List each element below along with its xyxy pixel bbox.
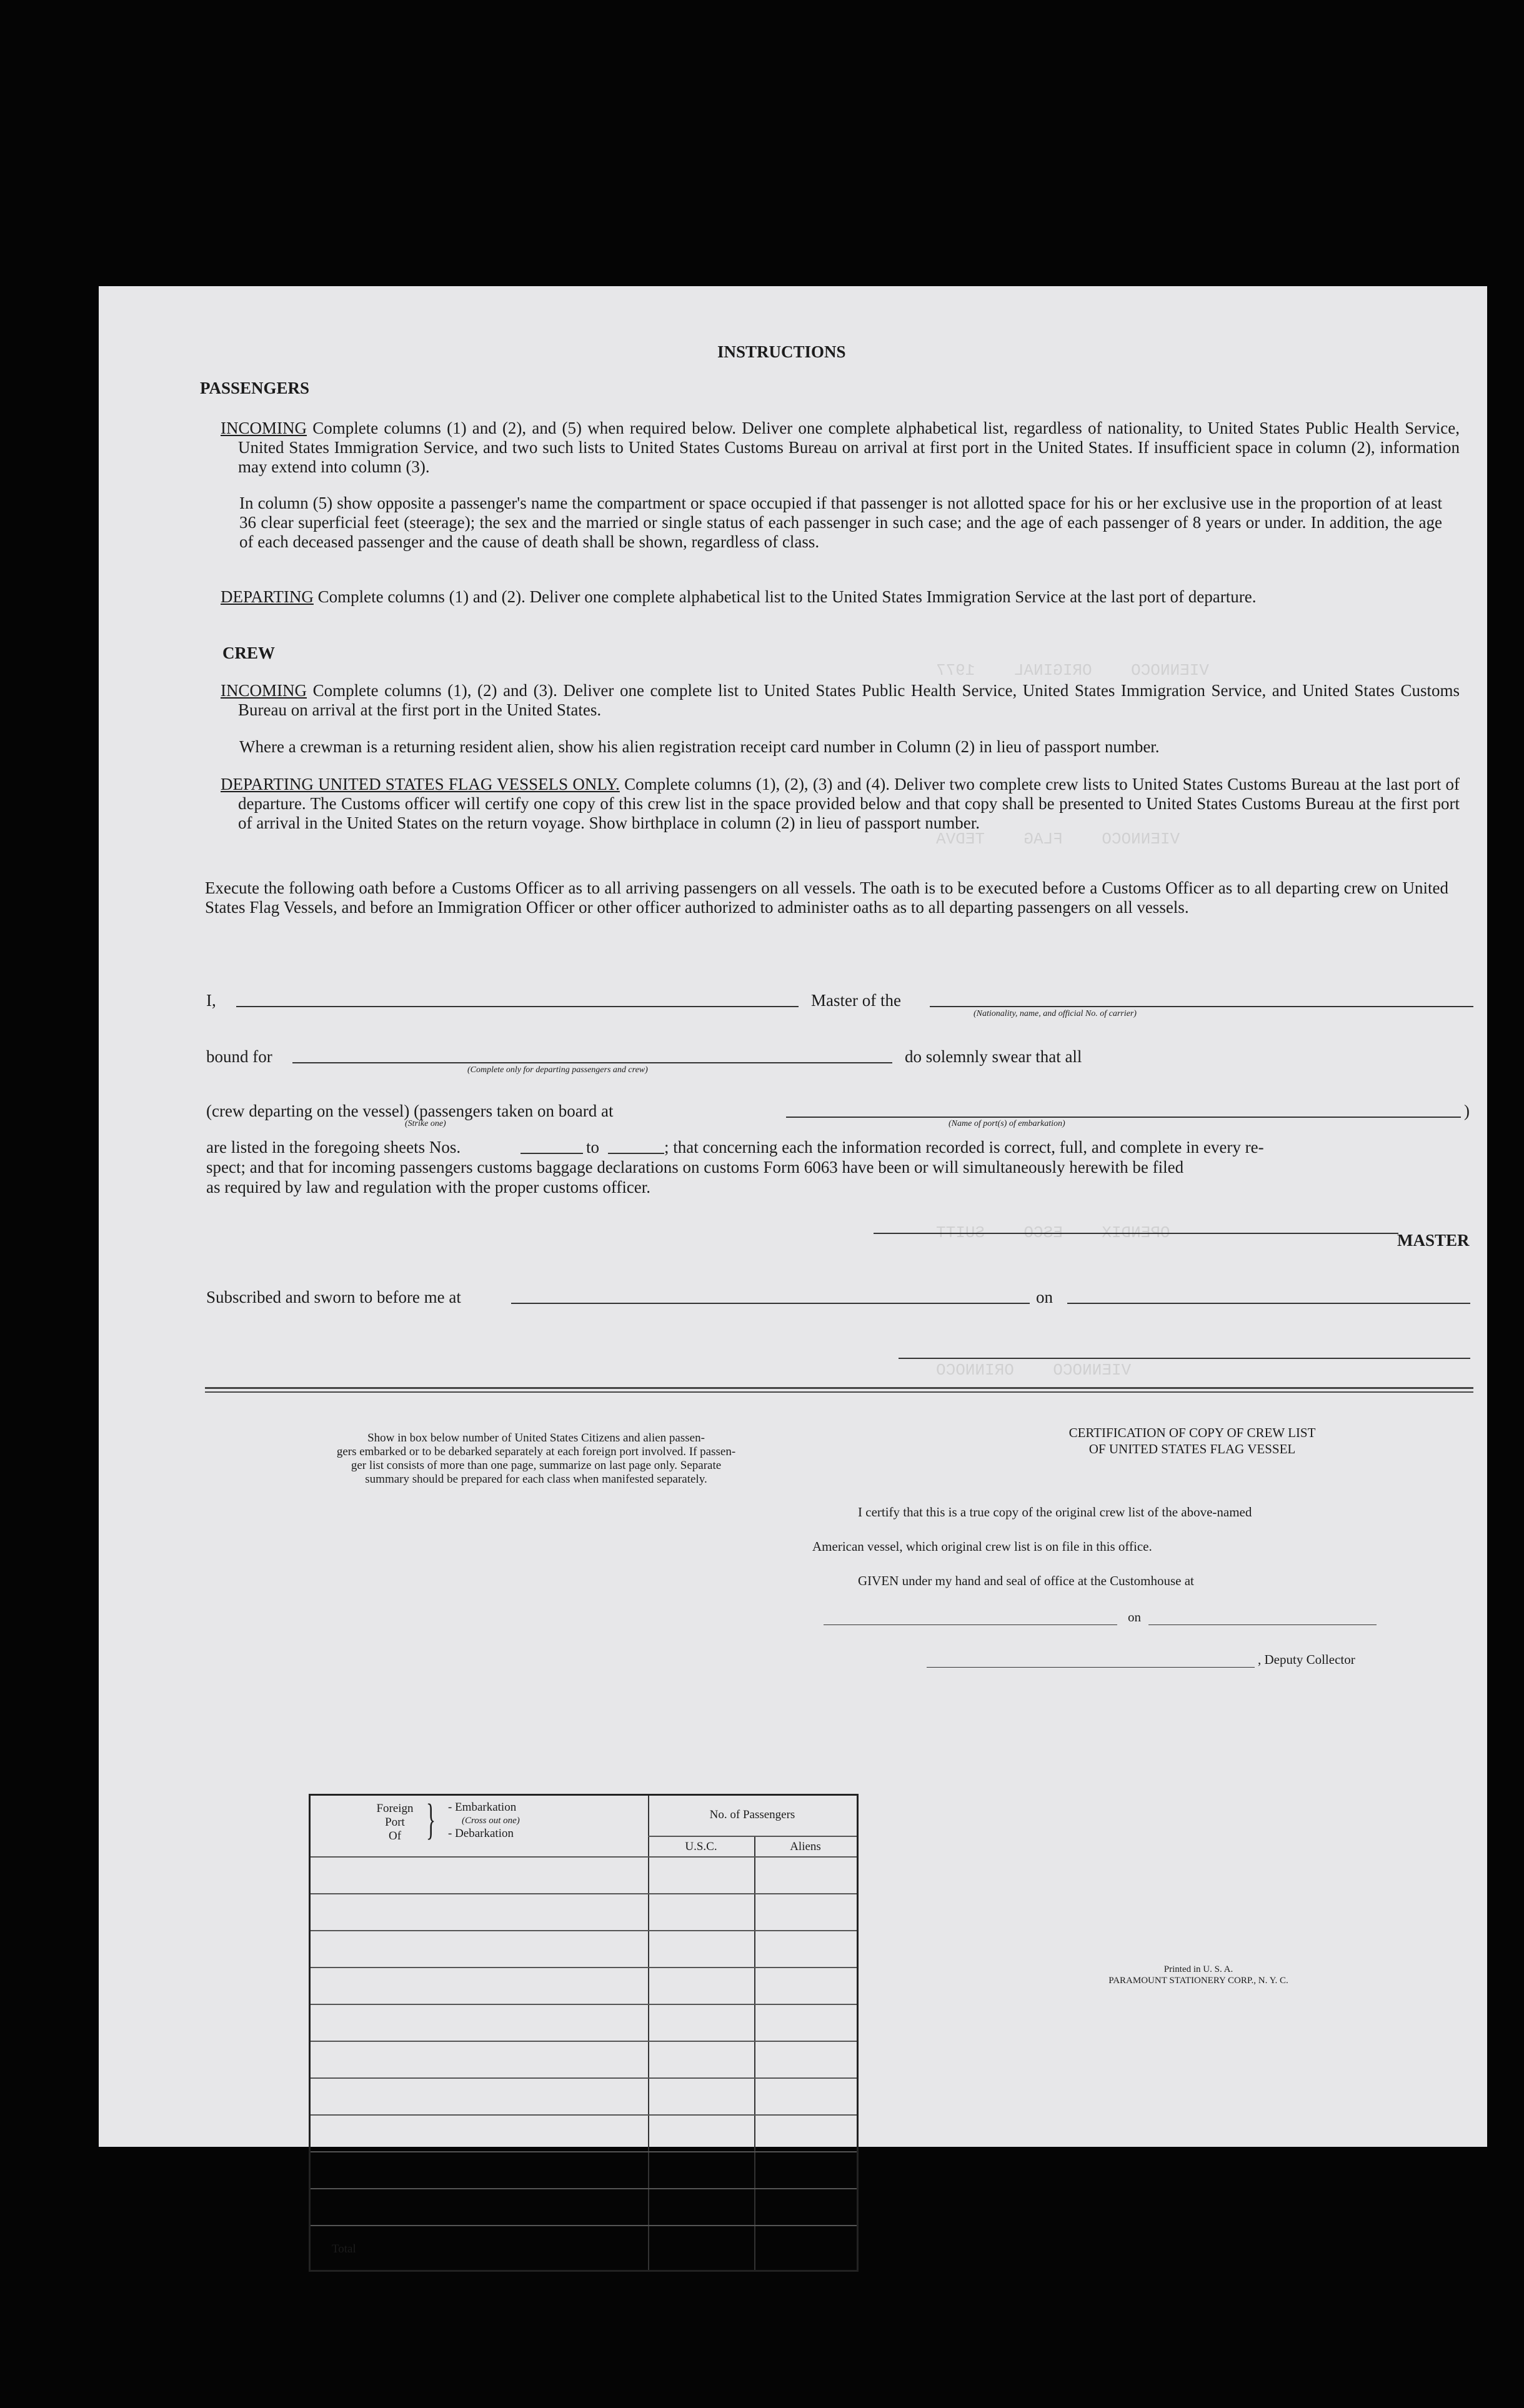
ports-of-embarkation-field[interactable] [786, 1117, 1461, 1118]
oath-intro-text: Execute the following oath before a Customs Officer as to all arriving passengers on all vessels. The oath is to be executed before a Customs Officer as to all departing crew on United States Flag Vessels, and before an Immigration Officer or other officer authorized to administer oaths as to all departing passengers on all vessels. [205, 878, 1448, 917]
table-row-line [311, 1893, 857, 1894]
debarkation-label: - Debarkation [448, 1827, 514, 1840]
form-page [99, 286, 1487, 2256]
summary-note-line: Show in box below number of United States Citizens and alien passen- [367, 1431, 705, 1445]
oath-i-label: I, [206, 991, 216, 1010]
subscribed-date-field[interactable] [1067, 1303, 1470, 1304]
listed-text-4: as required by law and regulation with the proper customs officer. [206, 1178, 651, 1197]
printer-line: Printed in U. S. A. [1163, 1964, 1233, 1974]
passengers-heading: PASSENGERS [200, 379, 310, 397]
table-row-line [311, 2114, 857, 2116]
bleed-through-text: OPENDIX ESCO SUITT [936, 1223, 1170, 1242]
crew-incoming-paragraph [221, 681, 1460, 720]
certification-title [917, 1425, 1467, 1457]
table-divider [648, 1796, 649, 2270]
table-divider [648, 1836, 857, 1837]
bleed-through-text: VIENNOCO FLAG TEDVA [936, 830, 1180, 848]
bound-for-field[interactable] [292, 1062, 892, 1063]
incoming-text: Complete columns (1) and (2), and (5) when required below. Deliver one complete alphabetical list, regardless of nationality, to United States Public Health Service, United States Immigration Service, and two such lists to United States Customs Bureau on arrival at first port in the United States. If insufficient space in column (2), information may extend into column (3). [238, 419, 1460, 476]
embarkation-label: - Embarkation [448, 1801, 517, 1814]
deputy-signature-field[interactable] [927, 1667, 1255, 1668]
listed-to-label: to [586, 1138, 600, 1157]
bleed-through-text: VIENNOCO ORIGINAL 1977 [936, 661, 1209, 680]
close-paren: ) [1464, 1102, 1470, 1120]
bleed-through-text: VIENNOCO ORINNOCO [936, 1361, 1132, 1380]
summary-note [211, 1431, 861, 1486]
certify-line-2: American vessel, which original crew list is on file in this office. [812, 1539, 1152, 1554]
subscribed-on-label: on [1036, 1288, 1053, 1306]
summary-note-line: ger list consists of more than one page, summarize on last page only. Separate [351, 1459, 722, 1472]
foreign-port-header [367, 1802, 423, 1843]
usc-header: U.S.C. [685, 1840, 717, 1853]
table-row-line [311, 1930, 857, 1931]
crewman-paragraph [239, 737, 1442, 757]
departing-us-text: Complete columns (1), (2), (3) and (4). Deliver two complete crew lists to United States Customs Bureau at the last port of departure. The Customs officer will certify one copy of this crew list in the space provided below and that copy shall be presented to United States Customs Bureau at the first port of arrival in the United States on the return voyage. Show birthplace in column (2) in lieu of passport number. [238, 775, 1460, 832]
cross-out-note: (Cross out one) [462, 1816, 520, 1826]
departing-us-label: DEPARTING UNITED STATES FLAG VESSELS ONLY. [221, 775, 620, 794]
listed-text-1: are listed in the foregoing sheets Nos. [206, 1138, 461, 1157]
passenger-summary-table [309, 1794, 859, 2272]
divider [205, 1391, 1473, 1393]
listed-text-3: spect; and that for incoming passengers customs baggage declarations on customs Form 6063 have been or will simultaneously herewith be filed [206, 1158, 1184, 1177]
printer-imprint [1073, 1964, 1323, 1986]
header-text: Port [385, 1816, 405, 1829]
officer-signature-field[interactable] [899, 1358, 1470, 1359]
total-label: Total [332, 2242, 356, 2256]
ports-note: (Name of port(s) of embarkation) [949, 1119, 1065, 1128]
summary-note-line: gers embarked or to be debarked separately at each foreign port involved. If passen- [336, 1445, 736, 1458]
divider [205, 1387, 1473, 1389]
table-divider [754, 1836, 755, 2270]
crew-incoming-text: Complete columns (1), (2) and (3). Deliver one complete list to United States Public Health Service, United States Immigration Service, and United States Customs Bureau on arrival at the first port in the United States. [238, 681, 1460, 719]
certify-on-label: on [1128, 1609, 1141, 1624]
certify-date-field[interactable] [1148, 1624, 1377, 1625]
bound-for-label: bound for [206, 1047, 272, 1066]
oath-intro [205, 878, 1448, 917]
header-text: Of [388, 1829, 402, 1843]
departing-text: Complete columns (1) and (2). Deliver one complete alphabetical list to the United States Immigration Service at the last port of departure. [317, 587, 1257, 606]
table-row-line [311, 2004, 857, 2005]
certify-line-1: I certify that this is a true copy of the original crew list of the above-named [858, 1505, 1252, 1520]
certification-title-line: OF UNITED STATES FLAG VESSEL [1088, 1441, 1296, 1456]
customhouse-field[interactable] [824, 1624, 1117, 1625]
crew-departing-text: (crew departing on the vessel) (passengers taken on board at [206, 1102, 614, 1120]
header-text: Foreign [376, 1802, 414, 1815]
table-row-line [311, 1967, 857, 1968]
table-row-line [311, 2077, 857, 2079]
master-of-the-label: Master of the [811, 991, 901, 1010]
certify-line-3: GIVEN under my hand and seal of office at the Customhouse at [858, 1573, 1194, 1588]
departing-label: DEPARTING [221, 587, 314, 606]
crewman-text: Where a crewman is a returning resident alien, show his alien registration receipt card number in Column (2) in lieu of passport number. [239, 737, 1160, 756]
crew-incoming-label: INCOMING [221, 681, 307, 700]
master-signature-field[interactable] [874, 1233, 1398, 1234]
table-row-line [311, 1856, 857, 1858]
sheet-to-field[interactable] [608, 1153, 664, 1154]
do-solemnly-text: do solemnly swear that all [905, 1047, 1082, 1066]
sheet-from-field[interactable] [520, 1153, 583, 1154]
subscribed-label: Subscribed and sworn to before me at [206, 1288, 461, 1306]
listed-text-2: ; that concerning each the information recorded is correct, full, and complete in every re- [664, 1138, 1264, 1157]
table-row-line [311, 2151, 857, 2152]
no-of-passengers-header: No. of Passengers [709, 1808, 795, 1821]
vessel-field[interactable] [930, 1006, 1473, 1007]
departing-passengers-paragraph [221, 587, 1460, 607]
incoming-label: INCOMING [221, 419, 307, 437]
deputy-collector-label: , Deputy Collector [1258, 1652, 1355, 1667]
column5-paragraph [239, 494, 1442, 552]
master-label: MASTER [1397, 1231, 1470, 1250]
incoming-passengers-paragraph [221, 419, 1460, 477]
table-row-line [311, 2041, 857, 2042]
complete-only-note: (Complete only for departing passengers and crew) [467, 1065, 648, 1075]
crew-heading: CREW [222, 644, 276, 662]
instructions-title: INSTRUCTIONS [717, 342, 846, 361]
master-name-field[interactable] [236, 1006, 799, 1007]
subscribed-at-field[interactable] [511, 1303, 1030, 1304]
column5-text: In column (5) show opposite a passenger's name the compartment or space occupied if that passenger is not allotted space for his or her exclusive use in the proportion of at least 36 clear superficial feet (steerage); the sex and the married or single status of each passenger in such case; and the age of each passenger of 8 years or under. In addition, the age of each deceased passenger and the cause of death shall be shown, regardless of class. [239, 494, 1442, 551]
aliens-header: Aliens [790, 1840, 821, 1853]
brace-icon: } [426, 1796, 436, 1844]
table-row-line [311, 2188, 857, 2189]
nationality-note: (Nationality, name, and official No. of carrier) [974, 1009, 1137, 1018]
strike-one-note: (Strike one) [405, 1119, 446, 1128]
table-row-line [311, 2225, 857, 2226]
departing-us-paragraph [221, 775, 1460, 833]
printer-line: PARAMOUNT STATIONERY CORP., N. Y. C. [1108, 1976, 1288, 1986]
certification-title-line: CERTIFICATION OF COPY OF CREW LIST [1068, 1425, 1316, 1440]
summary-note-line: summary should be prepared for each class when manifested separately. [365, 1473, 707, 1486]
